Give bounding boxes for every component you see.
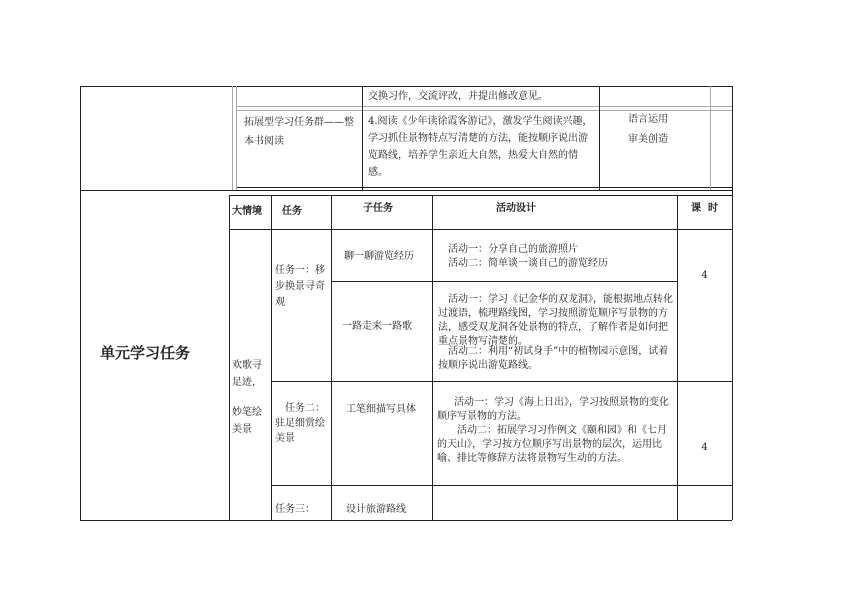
skill-label: 语言运用	[628, 114, 668, 125]
task-group-label: 拓展型学习任务群——整本书阅读	[244, 117, 354, 147]
subtask-label: 聊一聊游览经历	[344, 251, 414, 262]
header-subtask: 子任务	[363, 203, 393, 214]
activity-text: 活动二：简单谈一谈自己的游览经历	[448, 258, 608, 269]
task-three-label: 任务三：	[275, 504, 315, 515]
situation-line: 妙笔绘美景	[232, 407, 262, 435]
task-one-label: 任务一：移步换景寻奇观	[275, 265, 325, 308]
activity-text: 活动二：拓展学习习作例文《颐和园》和《七月的天山》，学习按方位顺序写出景物的层次，运用比喻、排比等修辞方法将景物写生动的方法。	[437, 425, 667, 464]
activity-text: 活动一：学习《记金华的双龙洞》，能根据地点转化过渡语，梳理路线图，学习按照游览顺序写景物的方法，感受双龙洞各处景物的特点，了解作者是如何把重点景物写清楚的。	[438, 294, 673, 347]
column-line	[331, 195, 332, 520]
table-right-border	[732, 86, 733, 190]
column-line	[432, 195, 433, 520]
header-situation: 大情境	[232, 206, 262, 217]
hours-value: 4	[701, 270, 708, 281]
header-activity: 活动设计	[496, 203, 536, 214]
situation-line: 欢歌寻足迹，	[232, 360, 262, 388]
column-line	[362, 86, 363, 190]
column-line	[232, 86, 233, 190]
activity-text: 活动一：学习《海上日出》，学习按照景物的变化顺序写景物的方法。	[437, 397, 669, 422]
subtask-label: 工笔细描写具体	[346, 404, 416, 415]
row-divider	[271, 485, 732, 486]
activity-text: 活动二：利用“初试身手”中的植物园示意图，试着按顺序说出游览路线。	[438, 346, 669, 371]
unit-title: 单元学习任务	[100, 344, 191, 362]
inner-table-top	[229, 195, 732, 196]
hours-value: 4	[701, 442, 708, 453]
header-bottom	[229, 229, 732, 230]
row-divider	[236, 106, 732, 107]
column-line	[271, 195, 272, 520]
subtask-label: 设计旅游路线	[346, 504, 406, 515]
column-line	[677, 195, 678, 520]
column-line	[236, 86, 237, 190]
column-line	[599, 86, 600, 190]
exchange-text: 交换习作，交流评改，并提出修改意见。	[368, 91, 548, 102]
header-hours: 课 时	[691, 203, 718, 214]
row-divider	[236, 187, 732, 188]
header-task: 任务	[282, 206, 302, 217]
column-line	[710, 86, 711, 190]
activity-text: 活动一：分享自己的旅游照片	[448, 244, 578, 255]
row-divider	[331, 281, 677, 282]
subtask-label: 一路走来一路歌	[342, 321, 412, 332]
column-line	[229, 195, 230, 520]
table-right-border	[732, 190, 733, 520]
row-divider	[271, 381, 732, 382]
table-left-border	[80, 86, 81, 520]
reading-task-text: 4.阅读《少年读徐霞客游记》，激发学生阅读兴趣，学习抓住景物特点写清楚的方法，能按顺序说出游览路线，培养学生亲近大自然，热爱大自然的情感。	[368, 116, 593, 178]
table-bottom-border	[80, 520, 732, 521]
task-two-label: 任务二：驻足细赏绘美景	[275, 403, 325, 444]
section-divider	[80, 190, 732, 191]
skill-label: 审美创造	[628, 134, 668, 145]
table-top-border	[80, 86, 732, 87]
